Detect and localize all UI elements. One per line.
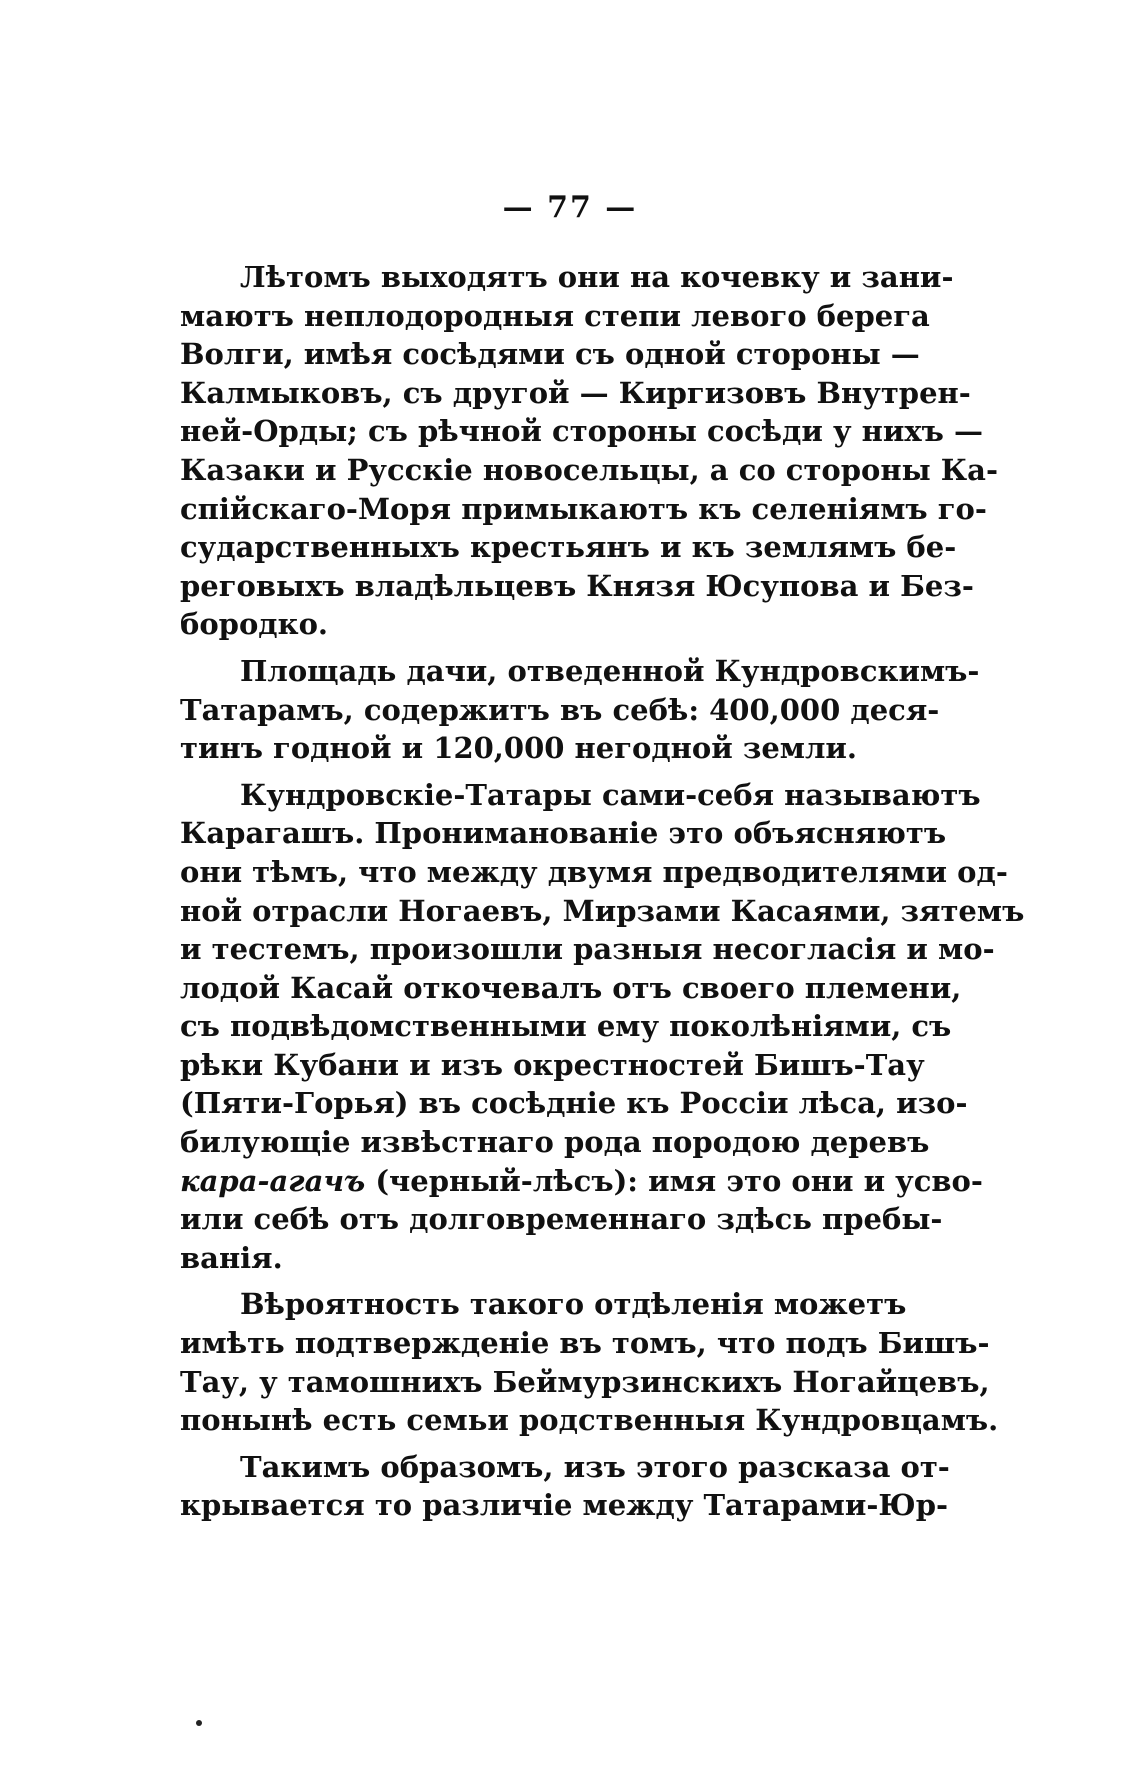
text-line: (Пяти-Горья) въ сосѣдніе къ Россіи лѣса, изо-	[180, 1086, 968, 1121]
text-line: имѣть подтвержденіе въ томъ, что подъ Бишъ-	[180, 1326, 990, 1361]
text-line: Татарамъ, содержитъ въ себѣ: 400,000 деся-	[180, 692, 940, 727]
text-line: Лѣтомъ выходятъ они на кочевку и зани-	[240, 260, 954, 294]
text-line: Площадь дачи, отведенной Кундровскимъ-	[240, 653, 980, 688]
text-line: ной отрасли Ногаевъ, Мирзами Касаями, зятемъ	[180, 893, 1025, 928]
text-line: Калмыковъ, съ другой — Киргизовъ Внутрен-	[180, 375, 971, 410]
text-line: понынѣ есть семьи родственныя Кундровцамъ.	[180, 1403, 999, 1438]
text-line: или себѣ отъ долговременнаго здѣсь пребы-	[180, 1202, 943, 1237]
text-line: рѣки Кубани и изъ окрестностей Бишъ-Тау	[180, 1047, 925, 1082]
text-line: сударственныхъ крестьянъ и къ землямъ бе-	[180, 530, 957, 565]
italic-term: кара-агачъ	[180, 1163, 366, 1198]
text-line: съ подвѣдомственными ему поколѣніями, съ	[180, 1009, 952, 1044]
text-line: Казаки и Русскіе новосельцы, а со стороны Ка-	[180, 452, 998, 487]
text-line: билующіе извѣстнаго рода породою деревъ	[180, 1125, 930, 1160]
paragraph-2	[180, 652, 980, 768]
text-line: лодой Касай откочевалъ отъ своего племени,	[180, 970, 962, 1005]
paragraph-5	[180, 1448, 950, 1525]
text-line: спійскаго-Моря примыкаютъ къ селеніямъ го-	[180, 491, 987, 526]
text-line-with-italic	[180, 1162, 983, 1201]
text-line: реговыхъ владѣльцевъ Князя Юсупова и Без-	[180, 568, 974, 603]
text-line: бородко.	[180, 607, 329, 642]
text-line-rest: (черный-лѣсъ): имя это они и усво-	[365, 1163, 983, 1198]
text-line: крывается то различіе между Татарами-Юр-	[180, 1488, 949, 1523]
ink-speck	[196, 1720, 202, 1726]
text-line: они тѣмъ, что между двумя предводителями од-	[180, 854, 1008, 889]
body-text	[180, 258, 1025, 1525]
paragraph-1	[180, 258, 998, 644]
text-line: маютъ неплодородныя степи левого берега	[180, 298, 930, 333]
paragraph-4	[180, 1285, 999, 1439]
text-line: и тестемъ, произошли разныя несогласія и мо-	[180, 932, 995, 967]
text-line: ней-Орды; съ рѣчной стороны сосѣди у нихъ —	[180, 414, 984, 449]
text-line: Кундровскіе-Татары сами-себя называютъ	[240, 777, 981, 812]
page-number: — 77 —	[502, 190, 638, 225]
text-line: ванія.	[180, 1240, 283, 1275]
text-line: Карагашъ. Прониманованіе это объясняютъ	[180, 816, 947, 851]
text-line: Волги, имѣя сосѣдями съ одной стороны —	[180, 337, 920, 372]
text-line: Тау, у тамошнихъ Беймурзинскихъ Ногайцевъ,	[180, 1364, 990, 1399]
text-line: Такимъ образомъ, изъ этого разсказа от-	[240, 1449, 950, 1484]
paragraph-3	[180, 776, 1025, 1278]
text-line: Вѣроятность такого отдѣленія можетъ	[240, 1287, 907, 1322]
text-line: тинъ годной и 120,000 негодной земли.	[180, 731, 858, 766]
